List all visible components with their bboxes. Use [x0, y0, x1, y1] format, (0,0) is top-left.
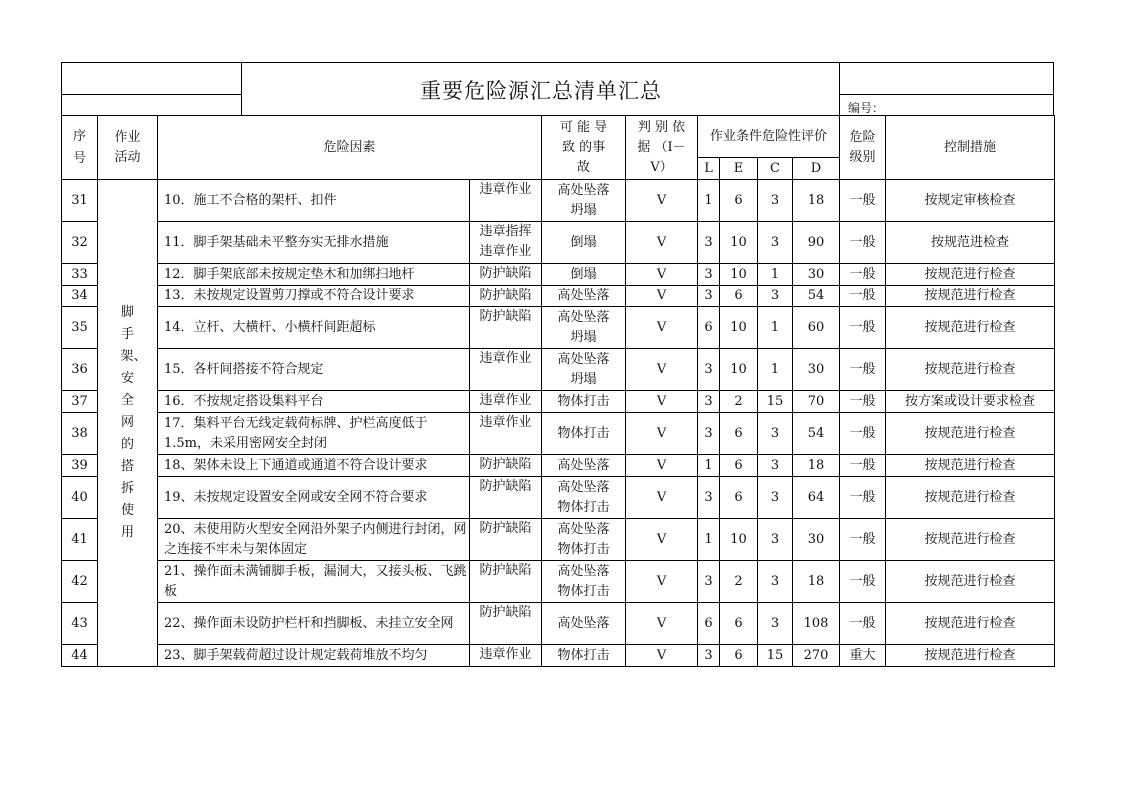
page-title: 重要危险源汇总清单汇总 [420, 78, 662, 103]
hazard-text: 19、未按规定设置安全网或安全网不符合要求 [158, 477, 470, 519]
risk-level: 一般 [840, 264, 886, 286]
score-d: 18 [793, 180, 840, 222]
document-header [61, 62, 1054, 115]
score-c: 3 [758, 180, 793, 222]
score-c: 3 [758, 455, 793, 477]
hazard-text: 22、操作面未设防护栏杆和挡脚板、未挂立安全网 [158, 603, 470, 645]
table-row [62, 561, 1055, 603]
score-e: 10 [720, 307, 758, 349]
risk-level: 一般 [840, 286, 886, 307]
basis: V [626, 307, 698, 349]
score-e: 2 [720, 391, 758, 413]
table-row [62, 519, 1055, 561]
accident-type: 高处坠落物体打击 [542, 477, 626, 519]
score-e: 6 [720, 286, 758, 307]
score-d: 54 [793, 286, 840, 307]
score-e: 10 [720, 264, 758, 286]
risk-level: 一般 [840, 222, 886, 264]
risk-level: 一般 [840, 519, 886, 561]
control-measure: 按规范进行检查 [886, 413, 1055, 455]
header-L: L [698, 158, 720, 180]
basis: V [626, 561, 698, 603]
risk-level: 一般 [840, 180, 886, 222]
score-l: 3 [698, 477, 720, 519]
score-l: 1 [698, 519, 720, 561]
score-d: 64 [793, 477, 840, 519]
hazard-text: 13．未按规定设置剪刀撑或不符合设计要求 [158, 286, 470, 307]
header-C: C [758, 158, 793, 180]
hazard-type: 违章作业 [470, 349, 542, 391]
basis: V [626, 286, 698, 307]
hazard-text: 14．立杆、大横杆、小横杆间距超标 [158, 307, 470, 349]
control-measure: 按规范进行检查 [886, 455, 1055, 477]
row-number: 37 [62, 391, 98, 413]
hazard-text: 11．脚手架基础未平整夯实无排水措施 [158, 222, 470, 264]
row-number: 36 [62, 349, 98, 391]
score-e: 10 [720, 349, 758, 391]
row-number: 42 [62, 561, 98, 603]
control-measure: 按方案或设计要求检查 [886, 391, 1055, 413]
hazard-type: 防护缺陷 [470, 561, 542, 603]
doc-number-label: 编号： [839, 95, 1054, 116]
accident-type: 物体打击 [542, 413, 626, 455]
hazard-type: 违章作业 [470, 413, 542, 455]
score-d: 60 [793, 307, 840, 349]
risk-level: 一般 [840, 561, 886, 603]
table-row [62, 180, 1055, 222]
score-e: 6 [720, 180, 758, 222]
hazard-type: 防护缺陷 [470, 519, 542, 561]
risk-level: 一般 [840, 603, 886, 645]
accident-type: 倒塌 [542, 264, 626, 286]
basis: V [626, 349, 698, 391]
score-l: 6 [698, 603, 720, 645]
header-blank-cell [839, 63, 1054, 95]
control-measure: 按规范进行检查 [886, 307, 1055, 349]
basis: V [626, 519, 698, 561]
score-c: 3 [758, 477, 793, 519]
control-measure: 按规范进行检查 [886, 561, 1055, 603]
control-measure: 按规范进行检查 [886, 603, 1055, 645]
score-l: 3 [698, 349, 720, 391]
hazard-text: 21、操作面未满铺脚手板，漏洞大，又接头板、飞跳板 [158, 561, 470, 603]
score-d: 18 [793, 561, 840, 603]
table-row [62, 477, 1055, 519]
row-number: 32 [62, 222, 98, 264]
control-measure: 按规范进行检查 [886, 519, 1055, 561]
score-d: 30 [793, 349, 840, 391]
accident-type: 物体打击 [542, 391, 626, 413]
basis: V [626, 455, 698, 477]
score-c: 3 [758, 222, 793, 264]
hazard-type: 防护缺陷 [470, 307, 542, 349]
table-row [62, 603, 1055, 645]
header-hazard: 危险因素 [158, 116, 542, 180]
score-l: 3 [698, 413, 720, 455]
score-d: 90 [793, 222, 840, 264]
score-d: 270 [793, 645, 840, 667]
score-l: 3 [698, 561, 720, 603]
table-row [62, 645, 1055, 667]
row-number: 31 [62, 180, 98, 222]
risk-level: 一般 [840, 477, 886, 519]
hazard-text: 12．脚手架底部未按规定垫木和加绑扫地杆 [158, 264, 470, 286]
accident-type: 高处坠落物体打击 [542, 561, 626, 603]
control-measure: 按规范进行检查 [886, 264, 1055, 286]
score-l: 1 [698, 455, 720, 477]
row-number: 41 [62, 519, 98, 561]
row-number: 39 [62, 455, 98, 477]
score-d: 108 [793, 603, 840, 645]
control-measure: 按规范进行检查 [886, 645, 1055, 667]
row-number: 34 [62, 286, 98, 307]
accident-type: 高处坠落坍塌 [542, 180, 626, 222]
header-activity: 作业活动 [98, 116, 158, 180]
basis: V [626, 645, 698, 667]
score-l: 6 [698, 307, 720, 349]
risk-level: 一般 [840, 455, 886, 477]
table-row [62, 455, 1055, 477]
accident-type: 高处坠落 [542, 603, 626, 645]
score-e: 6 [720, 413, 758, 455]
accident-type: 高处坠落物体打击 [542, 519, 626, 561]
header-blank-cell [62, 95, 242, 116]
row-number: 38 [62, 413, 98, 455]
hazard-type: 防护缺陷 [470, 455, 542, 477]
basis: V [626, 477, 698, 519]
score-e: 2 [720, 561, 758, 603]
table-row [62, 286, 1055, 307]
control-measure: 按规定审核检查 [886, 180, 1055, 222]
score-c: 3 [758, 286, 793, 307]
score-c: 1 [758, 349, 793, 391]
risk-level: 一般 [840, 391, 886, 413]
control-measure: 按规范进行检查 [886, 286, 1055, 307]
score-c: 15 [758, 391, 793, 413]
risk-level: 一般 [840, 349, 886, 391]
score-c: 15 [758, 645, 793, 667]
hazard-type: 防护缺陷 [470, 286, 542, 307]
score-e: 10 [720, 222, 758, 264]
score-c: 1 [758, 264, 793, 286]
hazard-text: 18、架体未设上下通道或通道不符合设计要求 [158, 455, 470, 477]
hazard-type: 防护缺陷 [470, 603, 542, 645]
score-d: 18 [793, 455, 840, 477]
score-l: 3 [698, 645, 720, 667]
risk-level: 一般 [840, 307, 886, 349]
basis: V [626, 180, 698, 222]
basis: V [626, 603, 698, 645]
risk-level: 一般 [840, 413, 886, 455]
table-row [62, 222, 1055, 264]
hazard-text: 20、未使用防火型安全网沿外架子内侧进行封闭，网之连接不牢未与架体固定 [158, 519, 470, 561]
table-row [62, 349, 1055, 391]
row-number: 35 [62, 307, 98, 349]
hazard-text: 15．各杆间搭接不符合规定 [158, 349, 470, 391]
score-c: 3 [758, 561, 793, 603]
score-e: 6 [720, 455, 758, 477]
accident-type: 高处坠落坍塌 [542, 349, 626, 391]
score-e: 10 [720, 519, 758, 561]
row-number: 33 [62, 264, 98, 286]
header-E: E [720, 158, 758, 180]
hazard-type: 防护缺陷 [470, 264, 542, 286]
score-d: 70 [793, 391, 840, 413]
hazard-type: 违章作业 [470, 180, 542, 222]
table-row [62, 307, 1055, 349]
score-c: 1 [758, 307, 793, 349]
row-number: 44 [62, 645, 98, 667]
table-row [62, 264, 1055, 286]
accident-type: 物体打击 [542, 645, 626, 667]
score-c: 3 [758, 413, 793, 455]
table-row [62, 413, 1055, 455]
score-c: 3 [758, 519, 793, 561]
table-row [62, 391, 1055, 413]
header-accident: 可 能 导 致 的事故 [542, 116, 626, 180]
basis: V [626, 222, 698, 264]
score-l: 3 [698, 264, 720, 286]
score-c: 3 [758, 603, 793, 645]
header-blank-cell [62, 63, 242, 95]
score-l: 3 [698, 391, 720, 413]
score-e: 6 [720, 603, 758, 645]
hazard-text: 10．施工不合格的架杆、扣件 [158, 180, 470, 222]
control-measure: 按规范进行检查 [886, 477, 1055, 519]
hazard-text: 17．集料平台无线定载荷标牌、护栏高度低于1.5m，未采用密网安全封闭 [158, 413, 470, 455]
basis: V [626, 413, 698, 455]
hazard-text: 16．不按规定搭设集料平台 [158, 391, 470, 413]
control-measure: 按规范进检查 [886, 222, 1055, 264]
hazard-type: 违章作业 [470, 391, 542, 413]
activity-label: 脚手架、安全网的搭拆使用 [120, 305, 147, 540]
score-d: 30 [793, 519, 840, 561]
score-e: 6 [720, 645, 758, 667]
header-basis: 判 别 依 据 （I－V） [626, 116, 698, 180]
score-d: 54 [793, 413, 840, 455]
accident-type: 高处坠落 [542, 455, 626, 477]
accident-type: 高处坠落 [542, 286, 626, 307]
score-l: 3 [698, 222, 720, 264]
control-measure: 按规范进行检查 [886, 349, 1055, 391]
hazard-type: 违章指挥违章作业 [470, 222, 542, 264]
header-D: D [793, 158, 840, 180]
header-level: 危险级别 [840, 116, 886, 180]
hazard-table [61, 115, 1055, 667]
accident-type: 高处坠落坍塌 [542, 307, 626, 349]
score-l: 3 [698, 286, 720, 307]
row-number: 40 [62, 477, 98, 519]
hazard-type: 防护缺陷 [470, 477, 542, 519]
activity-cell [98, 180, 158, 667]
score-d: 30 [793, 264, 840, 286]
hazard-text: 23、脚手架载荷超过设计规定载荷堆放不均匀 [158, 645, 470, 667]
hazard-type: 违章作业 [470, 645, 542, 667]
risk-level: 重大 [840, 645, 886, 667]
header-evaluation: 作业条件危险性评价 [698, 116, 840, 158]
accident-type: 倒塌 [542, 222, 626, 264]
score-e: 6 [720, 477, 758, 519]
score-l: 1 [698, 180, 720, 222]
header-seq: 序号 [62, 116, 98, 180]
basis: V [626, 391, 698, 413]
basis: V [626, 264, 698, 286]
row-number: 43 [62, 603, 98, 645]
header-measures: 控制措施 [886, 116, 1055, 180]
